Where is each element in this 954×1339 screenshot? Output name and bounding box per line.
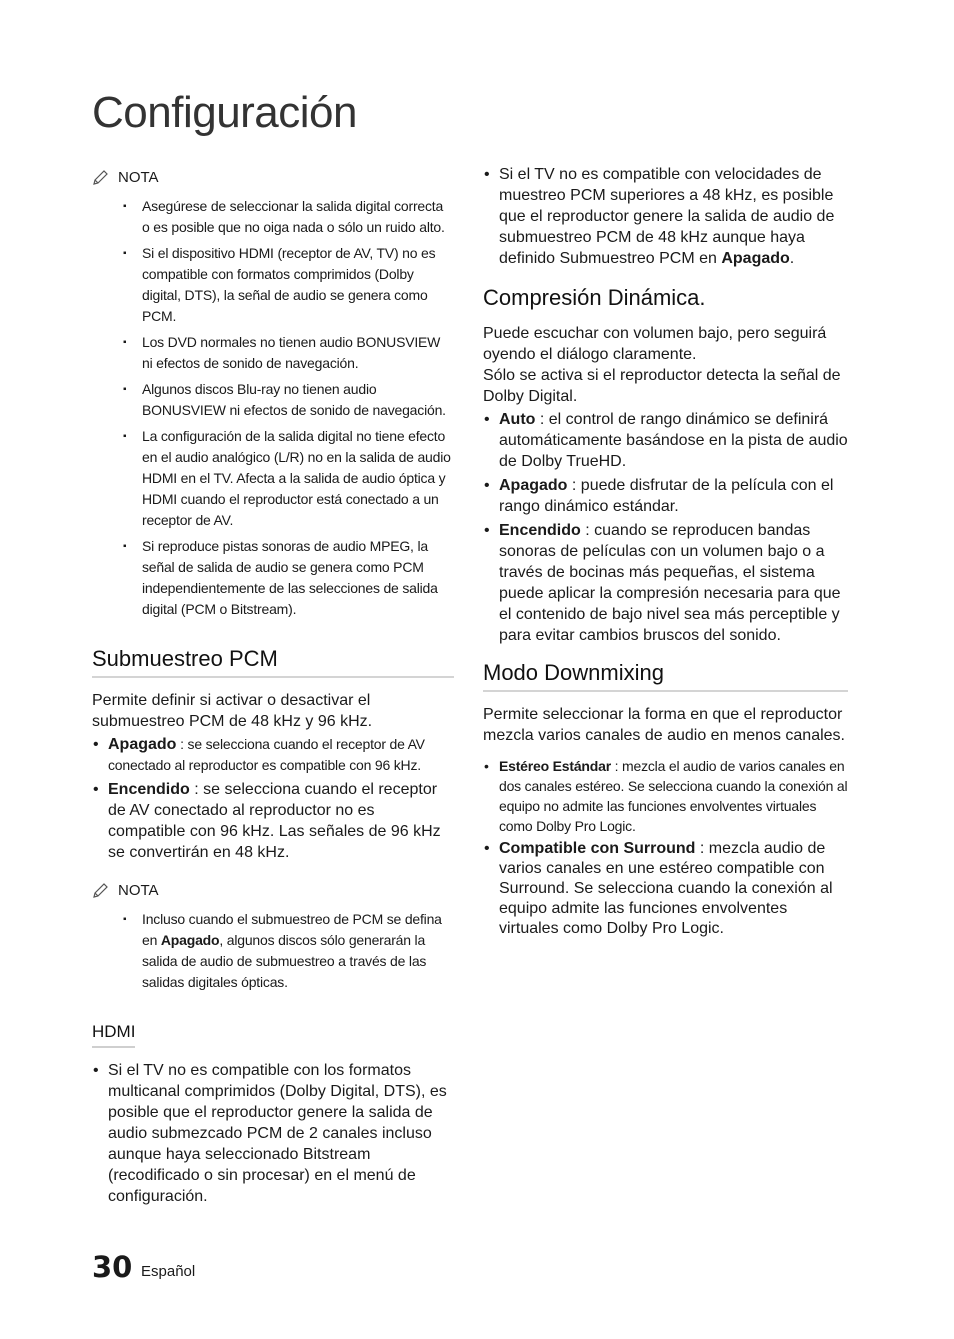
option-term: Apagado [108, 736, 177, 753]
note-header [92, 881, 454, 899]
hdmi-item: • Si el TV no es compatible con los formatos multicanal comprimidos (Dolby Digital, DTS), es posible que el reproductor genere la salida de audio submezcado PCM de 2 canales incluso aunque haya seleccionado Bitstream (recodificado o sin procesar) en el menú de configuración. [108, 1060, 454, 1207]
option-item [499, 756, 848, 836]
top-bullet: • Si el TV no es compatible con velocidades de muestreo PCM superiores a 48 kHz, es posible que el reproductor genere la salida de audio de submuestreo PCM de 48 kHz aunque haya definido Submuestreo PCM en Apagado. [499, 164, 848, 269]
note-item: ▪ Si el dispositivo HDMI (receptor de AV, TV) no es compatible con formatos comprimidos (Dolby digital, DTS), la señal de audio se genera como PCM. [142, 243, 454, 327]
option-item [499, 520, 848, 646]
option-list [483, 756, 848, 939]
option-item [108, 779, 454, 863]
option-term: Apagado [499, 477, 568, 494]
hdmi-list [92, 1060, 454, 1207]
pencil-icon [92, 168, 110, 186]
note-term: Apagado [160, 932, 220, 948]
section-heading-downmixing: Modo Downmixing [483, 660, 848, 692]
option-text: : el control de rango dinámico se definirá automáticamente basándose en la pista de audio de Dolby TrueHD. [499, 411, 848, 470]
option-item [499, 409, 848, 472]
option-term: Encendido [108, 781, 190, 798]
top-bullet-term: Apagado [721, 250, 790, 267]
option-text: : cuando se reproducen bandas sonoras de películas con un volumen bajo o a través de bocinas más pequeñas, el sistema puede aplicar la compresión necesaria para que el contenido de bajo nivel sea más perceptible y para evitar cambios bruscos del sonido. [499, 522, 841, 644]
pencil-icon [92, 881, 110, 899]
section-heading-hdmi: HDMI [92, 1022, 135, 1048]
option-list [92, 734, 454, 863]
section-intro: Sólo se activa si el reproductor detecta la señal de Dolby Digital. [483, 367, 841, 405]
top-bullet-list [483, 164, 848, 269]
option-text: : mezcla audio de varios canales en une estéreo compatible con Surround. Se selecciona cuando la conexión al equipo admite las funciones envolventes virtuales como Dolby Pro Logic. [499, 840, 833, 937]
note-item: ▪ La configuración de la salida digital no tiene efecto en el audio analógico (L/R) no en la salida de audio HDMI en el TV. Afecta a la salida de audio óptica y HDMI cuando el reproductor está conectado a un receptor de AV. [142, 426, 454, 531]
option-text: : mezcla el audio de varios canales en dos canales estéreo. Se selecciona cuando la conexión al equipo no admite las funciones envolventes virtuales como Dolby Pro Logic. [499, 758, 848, 834]
note-item: ▪ Asegúrese de seleccionar la salida digital correcta o es posible que no oiga nada o sólo un ruido alto. [142, 196, 454, 238]
note-label: NOTA [118, 881, 159, 899]
option-text: : puede disfrutar de la película con el rango dinámico estándar. [499, 477, 834, 515]
note-item: ▪ Los DVD normales no tienen audio BONUSVIEW ni efectos de sonido de navegación. [142, 332, 454, 374]
option-item [108, 734, 454, 776]
note-item: ▪ Incluso cuando el submuestreo de PCM se defina en Apagado, algunos discos sólo generarán la salida de audio de submuestreo a través de las salidas digitales ópticas. [142, 909, 454, 993]
right-column [483, 164, 848, 942]
option-text: : se selecciona cuando el receptor de AV conectado al reproductor es compatible con 96 kHz. [108, 736, 425, 773]
section-intro: Permite seleccionar la forma en que el reproductor mezcla varios canales de audio en menos canales. [483, 706, 845, 744]
section-intro: Puede escuchar con volumen bajo, pero seguirá oyendo el diálogo claramente. [483, 325, 827, 363]
section-heading-submuestreo: Submuestreo PCM [92, 646, 454, 678]
note-item: ▪ Algunos discos Blu-ray no tienen audio BONUSVIEW ni efectos de sonido de navegación. [142, 379, 454, 421]
note-header [92, 168, 454, 186]
section-intro: Permite definir si activar o desactivar el submuestreo PCM de 48 kHz y 96 kHz. [92, 692, 373, 730]
left-column [92, 168, 454, 1210]
note-item: ▪ Si reproduce pistas sonoras de audio MPEG, la señal de salida de audio se genera como PCM independientemente de las selecciones de salida digital (PCM o Bitstream). [142, 536, 454, 620]
option-term: Encendido [499, 522, 581, 539]
page-language: Español [141, 1263, 196, 1280]
section-heading-compresion: Compresión Dinámica. [483, 285, 706, 310]
note-list [92, 909, 454, 993]
option-term: Compatible con Surround [499, 840, 696, 857]
note-label: NOTA [118, 168, 159, 186]
option-item [499, 839, 848, 939]
option-text: : se selecciona cuando el receptor de AV conectado al reproductor no es compatible con 96 kHz. Las señales de 96 kHz se convertirán en 48 kHz. [108, 781, 441, 861]
page-number: 30 [92, 1250, 133, 1284]
option-item [499, 475, 848, 517]
note-list [92, 196, 454, 620]
page-title: Configuración [92, 88, 357, 137]
option-term: Estéreo Estándar [499, 758, 611, 774]
option-term: Auto [499, 411, 536, 428]
option-list [483, 409, 848, 646]
